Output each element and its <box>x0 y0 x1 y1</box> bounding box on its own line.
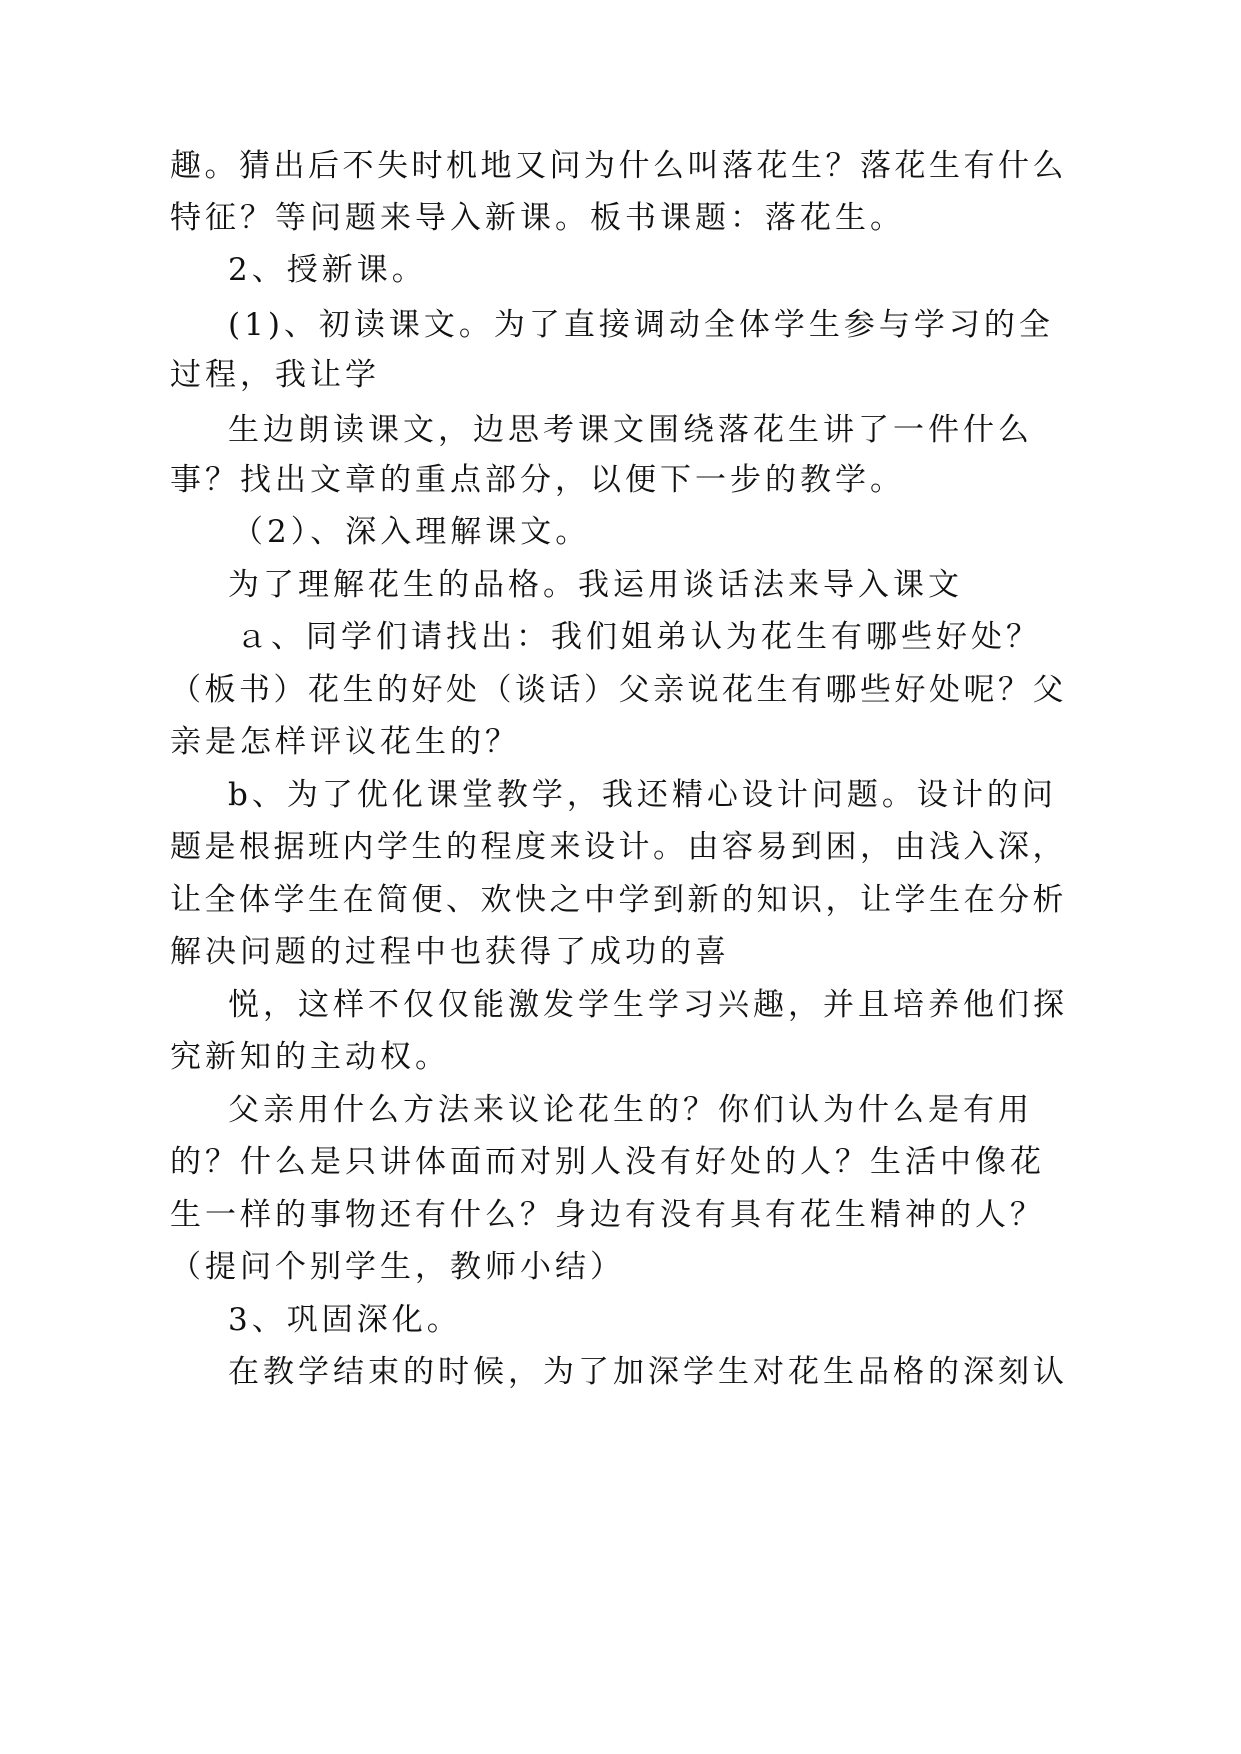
text-line: b、为了优化课堂教学，我还精心设计问题。设计的问 <box>228 777 1057 813</box>
text-line: 为了理解花生的品格。我运用谈话法来导入课文 <box>228 567 963 603</box>
text-line: 亲是怎样评议花生的？ <box>170 724 520 760</box>
text-line: 2、授新课。 <box>228 252 427 288</box>
text-line: ａ、同学们请找出：我们姐弟认为花生有哪些好处？ <box>236 619 1041 655</box>
text-line: 父亲用什么方法来议论花生的？你们认为什么是有用 <box>228 1092 1033 1128</box>
text-line: （提问个别学生，教师小结） <box>170 1249 625 1285</box>
text-line: 解决问题的过程中也获得了成功的喜 <box>170 934 730 970</box>
text-line: 生一样的事物还有什么？身边有没有具有花生精神的人？ <box>170 1197 1045 1233</box>
text-line: 过程，我让学 <box>170 357 380 393</box>
text-line: 生边朗读课文，边思考课文围绕落花生讲了一件什么 <box>228 412 1033 448</box>
text-line: （2）、深入理解课文。 <box>232 514 591 550</box>
text-line: 让全体学生在简便、欢快之中学到新的知识，让学生在分析 <box>170 882 1067 918</box>
text-line: 趣。猜出后不失时机地又问为什么叫落花生？落花生有什么 <box>170 148 1067 184</box>
text-line: 题是根据班内学生的程度来设计。由容易到困，由浅入深， <box>170 829 1067 865</box>
text-line: 究新知的主动权。 <box>170 1039 450 1075</box>
text-line: 的？什么是只讲体面而对别人没有好处的人？生活中像花 <box>170 1144 1045 1180</box>
text-line: 在教学结束的时候，为了加深学生对花生品格的深刻认 <box>228 1354 1068 1390</box>
text-line: 事？找出文章的重点部分，以便下一步的教学。 <box>170 462 905 498</box>
text-line: 特征？等问题来导入新课。板书课题：落花生。 <box>170 200 905 236</box>
text-line: 悦，这样不仅仅能激发学生学习兴趣，并且培养他们探 <box>228 987 1068 1023</box>
text-line: （板书）花生的好处（谈话）父亲说花生有哪些好处呢？父 <box>170 672 1067 708</box>
text-line: (1)、初读课文。为了直接调动全体学生参与学习的全 <box>228 307 1054 343</box>
text-line: 3、巩固深化。 <box>228 1302 462 1338</box>
